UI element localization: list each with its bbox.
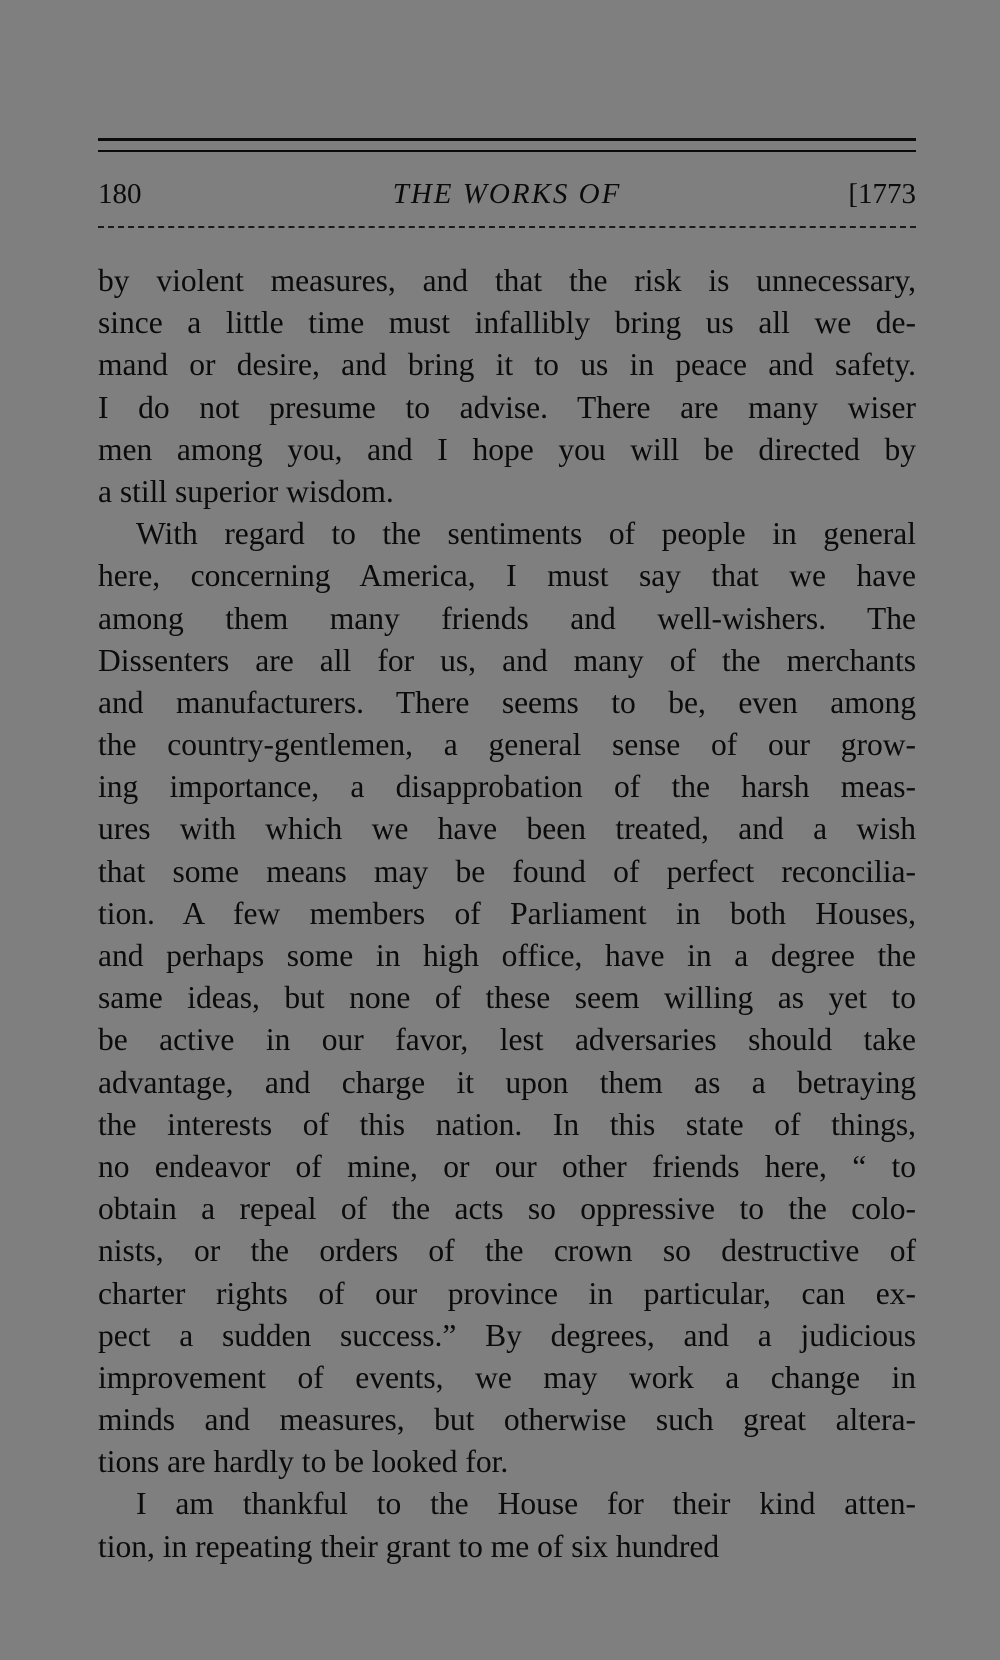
text-line: pect a sudden success.” By degrees, and a judicious bbox=[98, 1317, 916, 1353]
text-line: no endeavor of mine, or our other friends here, “ to bbox=[98, 1148, 916, 1184]
running-title: THE WORKS OF bbox=[392, 178, 622, 210]
text-line: minds and measures, but otherwise such great altera- bbox=[98, 1402, 916, 1438]
text-line: tion. A few members of Parliament in both Houses, bbox=[98, 895, 916, 931]
text-line: men among you, and I hope you will be directed by bbox=[98, 431, 916, 467]
book-page bbox=[98, 0, 916, 1660]
paragraph bbox=[98, 1483, 916, 1567]
text-line: and manufacturers. There seems to be, even among bbox=[98, 684, 916, 720]
text-line: I do not presume to advise. There are many wiser bbox=[98, 389, 916, 425]
text-line: mand or desire, and bring it to us in peace and safety. bbox=[98, 347, 916, 383]
running-head bbox=[98, 174, 916, 214]
text-line: tion, in repeating their grant to me of six hundred bbox=[98, 1528, 720, 1564]
text-line: since a little time must infallibly bring us all we de- bbox=[98, 305, 916, 341]
text-line: obtain a repeal of the acts so oppressive to the colo- bbox=[98, 1191, 916, 1227]
text-line: With regard to the sentiments of people in general bbox=[136, 516, 916, 552]
header-underline bbox=[98, 226, 916, 228]
text-line: that some means may be found of perfect reconcilia- bbox=[98, 853, 916, 889]
text-line: be active in our favor, lest adversaries should take bbox=[98, 1022, 916, 1058]
top-rule-thin bbox=[98, 150, 916, 152]
body-text bbox=[98, 260, 916, 1568]
text-line: advantage, and charge it upon them as a betraying bbox=[98, 1064, 916, 1100]
text-line: I am thankful to the House for their kind atten- bbox=[136, 1486, 916, 1522]
text-line: ing importance, a disapprobation of the harsh meas- bbox=[98, 769, 916, 805]
text-line: ures with which we have been treated, and a wish bbox=[98, 811, 916, 847]
text-line: here, concerning America, I must say that we have bbox=[98, 558, 916, 594]
paragraph bbox=[98, 513, 916, 1483]
running-year: [1773 bbox=[848, 178, 916, 210]
text-line: and perhaps some in high office, have in a degree the bbox=[98, 938, 916, 973]
paragraph bbox=[98, 260, 916, 513]
text-line: among them many friends and well-wishers. The bbox=[98, 600, 916, 636]
text-line: the interests of this nation. In this state of things, bbox=[98, 1106, 916, 1142]
top-rule-thick bbox=[98, 138, 916, 141]
text-line: a still superior wisdom. bbox=[98, 473, 394, 509]
text-line: Dissenters are all for us, and many of the merchants bbox=[98, 642, 916, 678]
text-line: nists, or the orders of the crown so destructive of bbox=[98, 1233, 916, 1269]
text-line: by violent measures, and that the risk is unnecessary, bbox=[98, 263, 916, 298]
text-line: same ideas, but none of these seem willing as yet to bbox=[98, 980, 916, 1016]
text-line: tions are hardly to be looked for. bbox=[98, 1444, 509, 1480]
text-line: improvement of events, we may work a change in bbox=[98, 1359, 916, 1395]
page-number: 180 bbox=[98, 178, 142, 210]
text-line: charter rights of our province in particular, can ex- bbox=[98, 1275, 916, 1311]
text-line: the country-gentlemen, a general sense of our grow- bbox=[98, 727, 916, 763]
